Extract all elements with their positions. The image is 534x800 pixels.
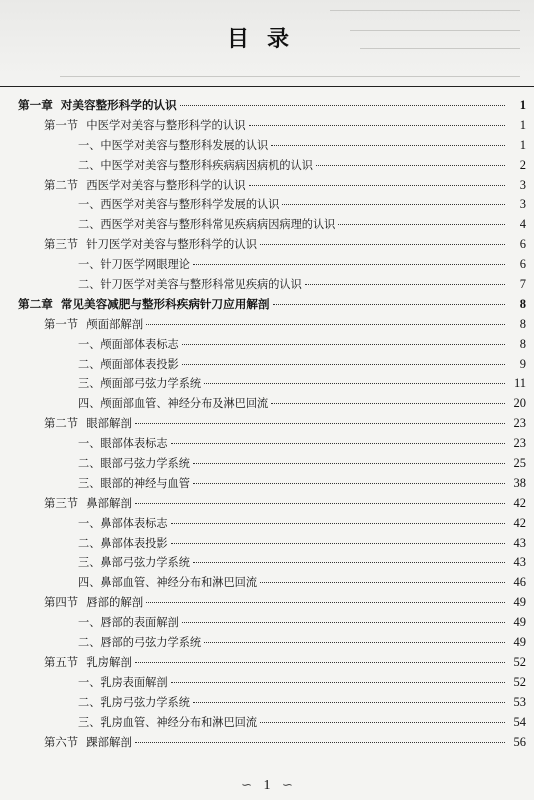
toc-page-number: 6: [519, 257, 526, 272]
dot-leader: [171, 522, 505, 524]
toc-entry-number: 第一节: [44, 316, 79, 331]
toc-entry-label: [78, 573, 257, 593]
toc-page-number: 23: [513, 436, 526, 451]
toc-entry-title: 颅面部解剖: [86, 316, 144, 331]
toc-item-row: [18, 136, 526, 156]
toc-item-row: [18, 673, 526, 693]
toc-entry-label: [18, 96, 177, 116]
dot-leader: [271, 402, 505, 404]
toc-page-number: 56: [513, 734, 526, 749]
toc-entry-title: 针刀医学对美容与整形科学的认识: [86, 237, 258, 252]
dot-leader: [260, 721, 505, 723]
toc-entry-number: 第一章: [18, 98, 53, 112]
toc-entry-title: 眼部解剖: [86, 416, 132, 431]
toc-page-number: 54: [513, 714, 526, 729]
toc-item-row: [18, 394, 526, 414]
dot-leader: [282, 203, 505, 205]
bleed-line: [60, 76, 520, 77]
toc-item-row: [18, 355, 526, 375]
toc-entry-title: 一、乳房表面解剖: [78, 675, 168, 689]
toc-item-row: [18, 195, 526, 215]
toc-page-number: 6: [519, 237, 526, 252]
toc-page-number: 43: [513, 555, 526, 570]
dot-leader: [249, 184, 505, 186]
toc-entry-title: 常见美容减肥与整形科疾病针刀应用解剖: [60, 296, 270, 311]
toc-page-number: 1: [519, 137, 526, 152]
dot-leader: [273, 303, 506, 305]
toc-item-row: [18, 633, 526, 653]
toc-item-row: [18, 573, 526, 593]
toc-entry-label: [78, 613, 179, 633]
toc-page-number: 42: [513, 495, 526, 510]
toc-entry-title: 西医学对美容与整形科学的认识: [86, 177, 246, 192]
dot-leader: [171, 442, 505, 444]
toc-page-number: 42: [513, 515, 526, 530]
toc-entry-label: [44, 315, 143, 335]
toc-entry-number: 第一节: [44, 117, 79, 132]
dot-leader: [182, 363, 505, 365]
toc-entry-title: 踝部解剖: [86, 734, 132, 749]
toc-entry-label: [78, 255, 190, 275]
toc-chapter-row: [18, 295, 526, 315]
toc-section-row: [18, 494, 526, 514]
toc-entry-number: 第五节: [44, 654, 79, 669]
dot-leader: [180, 104, 505, 106]
toc-item-row: [18, 713, 526, 733]
dot-leader: [305, 283, 505, 285]
toc-entry-label: [78, 156, 313, 176]
toc-entry-title: 二、唇部的弓弦力学系统: [78, 636, 202, 650]
toc-page-number: 8: [519, 316, 526, 331]
dot-leader: [260, 581, 505, 583]
toc-entry-label: [78, 275, 302, 295]
page-footer: [0, 777, 534, 794]
toc-entry-label: [44, 176, 246, 196]
dot-leader: [171, 542, 505, 544]
toc-entry-title: 四、颅面部血管、神经分布及淋巴回流: [78, 397, 269, 411]
toc-entry-label: [78, 355, 179, 375]
toc-item-row: [18, 534, 526, 554]
dot-leader: [193, 561, 505, 563]
toc-page-number: 1: [519, 98, 526, 112]
toc-entry-title: 一、针刀医学网眼理论: [78, 258, 190, 272]
toc-entry-title: 二、颅面部体表投影: [78, 357, 179, 371]
toc-page-number: 11: [513, 376, 526, 391]
toc-entry-number: 第三节: [44, 237, 79, 252]
toc-entry-title: 一、西医学对美容与整形科学发展的认识: [78, 198, 280, 212]
dot-leader: [204, 641, 505, 643]
toc-entry-number: 第二节: [44, 177, 79, 192]
dot-leader: [135, 502, 505, 504]
toc-entry-label: [44, 116, 246, 136]
dot-leader: [193, 263, 505, 265]
toc-chapter-row: [18, 96, 526, 116]
toc-page-number: 1: [519, 117, 526, 132]
toc-page-number: 9: [519, 356, 526, 371]
toc-section-row: [18, 733, 526, 753]
toc-item-row: [18, 215, 526, 235]
toc-entry-label: [78, 394, 268, 414]
toc-page-number: 2: [519, 157, 526, 172]
toc-entry-title: 一、鼻部体表标志: [78, 516, 168, 530]
toc-entry-label: [78, 713, 257, 733]
toc-entry-number: 第四节: [44, 595, 79, 610]
toc-page-number: 3: [519, 197, 526, 212]
toc-page-number: 8: [519, 296, 526, 311]
toc-item-row: [18, 156, 526, 176]
toc-page-number: 49: [513, 635, 526, 650]
toc-entry-label: [78, 633, 201, 653]
bleed-line: [330, 10, 520, 11]
toc-entry-title: 三、鼻部弓弦力学系统: [78, 556, 190, 570]
left-ornament-icon: ∽: [241, 777, 252, 792]
toc-entry-title: 鼻部解剖: [86, 495, 132, 510]
toc-entry-title: 三、颅面部弓弦力学系统: [78, 377, 202, 391]
toc-entry-title: 一、唇部的表面解剖: [78, 616, 179, 630]
toc-page-number: 8: [519, 336, 526, 351]
toc-entry-title: 三、眼部的神经与血管: [78, 476, 190, 490]
toc-entry-title: 对美容整形科学的认识: [60, 98, 177, 112]
table-of-contents: [18, 96, 526, 752]
toc-entry-label: [78, 195, 279, 215]
toc-page-number: 23: [513, 416, 526, 431]
toc-item-row: [18, 255, 526, 275]
toc-section-row: [18, 315, 526, 335]
toc-page-number: 20: [513, 396, 526, 411]
toc-entry-label: [44, 235, 257, 255]
toc-entry-title: 乳房解剖: [86, 654, 132, 669]
page-title: 目录: [226, 27, 307, 52]
dot-leader: [182, 343, 505, 345]
dot-leader: [193, 701, 505, 703]
toc-entry-label: [18, 295, 270, 315]
toc-item-row: [18, 434, 526, 454]
toc-entry-label: [78, 215, 335, 235]
title-rule: [0, 86, 534, 87]
toc-page-number: 25: [513, 456, 526, 471]
toc-entry-title: 二、乳房弓弦力学系统: [78, 695, 190, 709]
toc-item-row: [18, 374, 526, 394]
toc-item-row: [18, 514, 526, 534]
toc-section-row: [18, 593, 526, 613]
toc-entry-title: 一、眼部体表标志: [78, 437, 168, 451]
toc-item-row: [18, 613, 526, 633]
dot-leader: [260, 243, 505, 245]
dot-leader: [135, 422, 505, 424]
toc-entry-number: 第三节: [44, 495, 79, 510]
dot-leader: [146, 323, 505, 325]
toc-entry-title: 二、中医学对美容与整形科疾病病因病机的认识: [78, 158, 313, 172]
toc-entry-label: [44, 653, 132, 673]
toc-entry-number: 第六节: [44, 734, 79, 749]
toc-entry-label: [44, 593, 143, 613]
dot-leader: [171, 681, 505, 683]
dot-leader: [135, 741, 505, 743]
dot-leader: [146, 601, 505, 603]
toc-entry-number: 第二章: [18, 296, 53, 311]
toc-entry-label: [78, 136, 268, 156]
toc-entry-label: [78, 474, 190, 494]
toc-entry-label: [78, 335, 179, 355]
toc-entry-title: 二、鼻部体表投影: [78, 536, 168, 550]
toc-entry-title: 二、针刀医学对美容与整形科常见疾病的认识: [78, 278, 302, 292]
toc-entry-label: [78, 454, 190, 474]
toc-page-number: 43: [513, 535, 526, 550]
toc-page-number: 7: [519, 277, 526, 292]
toc-entry-title: 唇部的解剖: [86, 595, 144, 610]
toc-page-number: 53: [513, 694, 526, 709]
toc-section-row: [18, 414, 526, 434]
toc-entry-number: 第二节: [44, 416, 79, 431]
toc-section-row: [18, 653, 526, 673]
toc-page-number: 49: [513, 615, 526, 630]
toc-entry-label: [78, 514, 168, 534]
toc-page-number: 4: [519, 217, 526, 232]
dot-leader: [316, 164, 505, 166]
toc-section-row: [18, 116, 526, 136]
toc-item-row: [18, 693, 526, 713]
dot-leader: [249, 124, 505, 126]
toc-page-number: 38: [513, 475, 526, 490]
dot-leader: [271, 144, 505, 146]
toc-entry-label: [78, 374, 201, 394]
toc-entry-title: 二、西医学对美容与整形科常见疾病病因病理的认识: [78, 218, 336, 232]
toc-entry-label: [78, 534, 168, 554]
toc-entry-label: [78, 553, 190, 573]
toc-entry-title: 中医学对美容与整形科学的认识: [86, 117, 246, 132]
toc-page-number: 52: [513, 654, 526, 669]
toc-entry-title: 二、眼部弓弦力学系统: [78, 457, 190, 471]
dot-leader: [193, 482, 505, 484]
right-ornament-icon: ∽: [282, 777, 293, 792]
dot-leader: [193, 462, 505, 464]
toc-entry-label: [44, 733, 132, 753]
toc-entry-label: [78, 434, 168, 454]
toc-entry-title: 一、颅面部体表标志: [78, 337, 179, 351]
toc-item-row: [18, 454, 526, 474]
toc-entry-label: [78, 673, 168, 693]
toc-entry-title: 三、乳房血管、神经分布和淋巴回流: [78, 715, 258, 729]
toc-page-number: 49: [513, 595, 526, 610]
page-number: 1: [263, 778, 271, 793]
toc-entry-label: [44, 494, 132, 514]
dot-leader: [338, 223, 505, 225]
toc-item-row: [18, 275, 526, 295]
toc-page-number: 52: [513, 674, 526, 689]
toc-section-row: [18, 235, 526, 255]
toc-page-number: 3: [519, 177, 526, 192]
dot-leader: [182, 621, 505, 623]
toc-entry-title: 一、中医学对美容与整形科发展的认识: [78, 138, 269, 152]
dot-leader: [135, 661, 505, 663]
dot-leader: [204, 382, 505, 384]
toc-item-row: [18, 474, 526, 494]
toc-entry-label: [44, 414, 132, 434]
toc-section-row: [18, 176, 526, 196]
toc-entry-title: 四、鼻部血管、神经分布和淋巴回流: [78, 576, 258, 590]
toc-page-number: 46: [513, 575, 526, 590]
toc-entry-label: [78, 693, 190, 713]
toc-item-row: [18, 553, 526, 573]
toc-item-row: [18, 335, 526, 355]
